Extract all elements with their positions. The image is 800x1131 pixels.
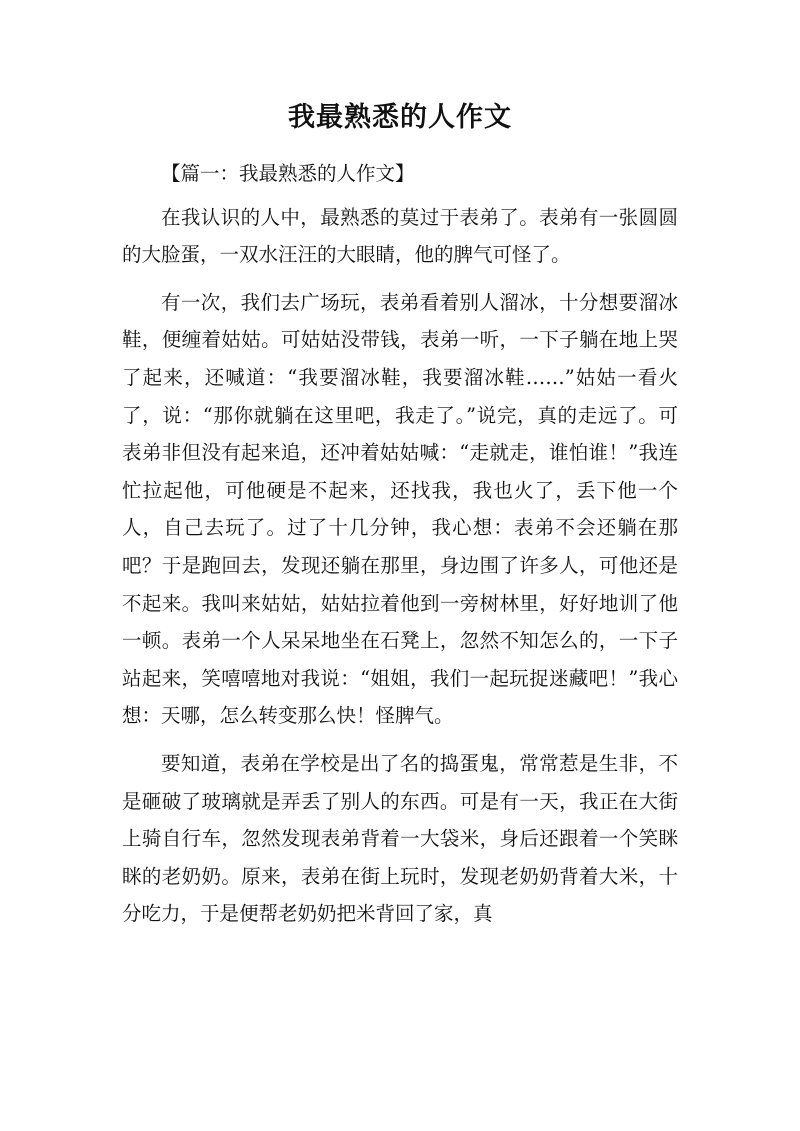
document-body bbox=[122, 155, 678, 943]
paragraph-1: 在我认识的人中，最熟悉的莫过于表弟了。表弟有一张圆圆的大脸蛋，一双水汪汪的大眼睛，他的脾气可怪了。 bbox=[122, 205, 678, 267]
document-title: 我最熟悉的人作文 bbox=[288, 102, 512, 133]
paragraph-3: 要知道，表弟在学校是出了名的捣蛋鬼，常常惹是生非，不是砸破了玻璃就是弄丢了别人的东西。可是有一天，我正在大街上骑自行车，忽然发现表弟背着一大袋米，身后还跟着一个笑眯眯的老奶奶。原来，表弟在街上玩时，发现老奶奶背着大米，十分吃力，于是便帮老奶奶把米背回了家，真 bbox=[122, 751, 678, 926]
section-heading: 【篇一：我最熟悉的人作文】 bbox=[161, 162, 415, 185]
paragraph-2: 有一次，我们去广场玩，表弟看着别人溜冰，十分想要溜冰鞋，便缠着姑姑。可姑姑没带钱，表弟一听，一下子躺在地上哭了起来，还喊道：“我要溜冰鞋，我要溜冰鞋……”姑姑一看火了，说：“那你就躺在这里吧，我走了。”说完，真的走远了。可表弟非但没有起来追，还冲着姑姑喊：“走就走，谁怕谁！”我连忙拉起他，可他硬是不起来，还找我，我也火了，丢下他一个人，自己去玩了。过了十几分钟，我心想：表弟不会还躺在那吧？于是跑回去，发现还躺在那里，身边围了许多人，可他还是不起来。我叫来姑姑，姑姑拉着他到一旁树林里，好好地训了他一顿。表弟一个人呆呆地坐在石凳上，忽然不知怎么的，一下子站起来，笑嘻嘻地对我说：“姐姐，我们一起玩捉迷藏吧！”我心想：天哪，怎么转变那么快！怪脾气。 bbox=[122, 290, 678, 728]
